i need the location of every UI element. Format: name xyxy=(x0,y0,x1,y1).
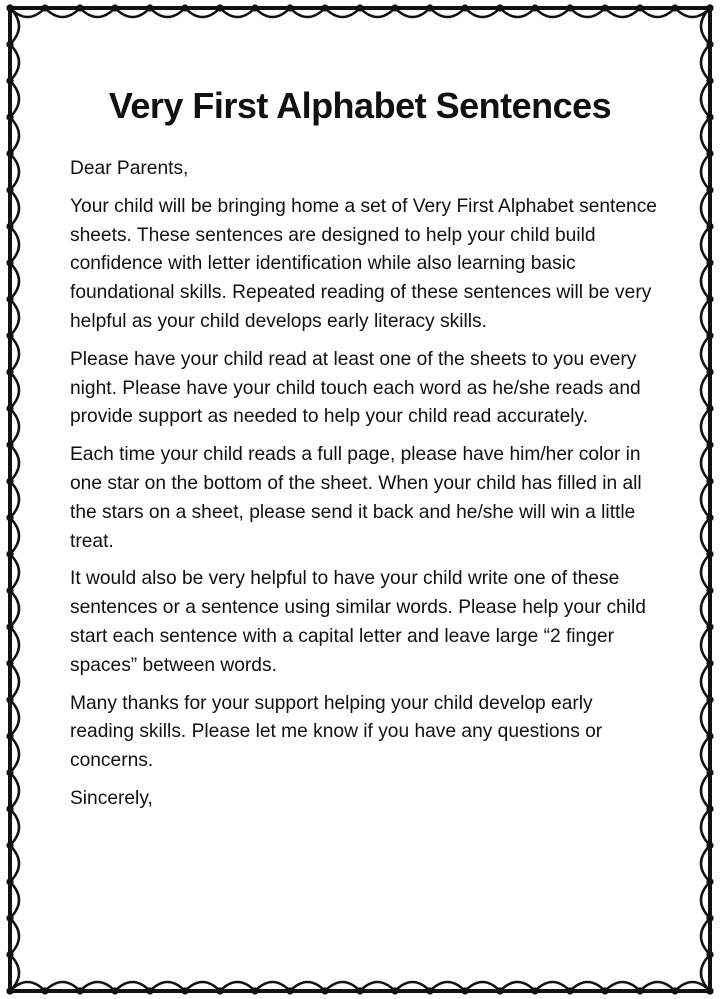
salutation: Dear Parents, xyxy=(70,158,189,179)
paragraph-intro: Your child will be bringing home a set of Very First Alphabet sentence sheets. These sentences are designed to help your child build confidence with letter identification while also learning basic foundational skills. Repeated reading of these sentences will be very helpful as your child develops early literacy skills. xyxy=(70,195,657,332)
paragraph-thanks: Many thanks for your support helping your child develop early reading skills. Please let me know if you have any questions or concerns. xyxy=(70,692,603,772)
closing: Sincerely, xyxy=(70,787,153,809)
paragraph-writing: It would also be very helpful to have your child write one of these sentences or a sentence using similar words. Please help your child start each sentence with a capital letter and leave large “2 finger spaces” between words. xyxy=(70,568,646,676)
letter-content xyxy=(70,84,660,823)
page-title: Very First Alphabet Sentences xyxy=(108,85,612,126)
paragraph-reading: Please have your child read at least one of the sheets to you every night. Please have your child touch each word as he/she reads and provide support as needed to help your child read accurately. xyxy=(70,348,641,428)
paragraph-stars: Each time your child reads a full page, please have him/her color in one star on the bottom of the sheet. When your child has filled in all the stars on a sheet, please send it back and he/she will win a little treat. xyxy=(70,444,642,552)
